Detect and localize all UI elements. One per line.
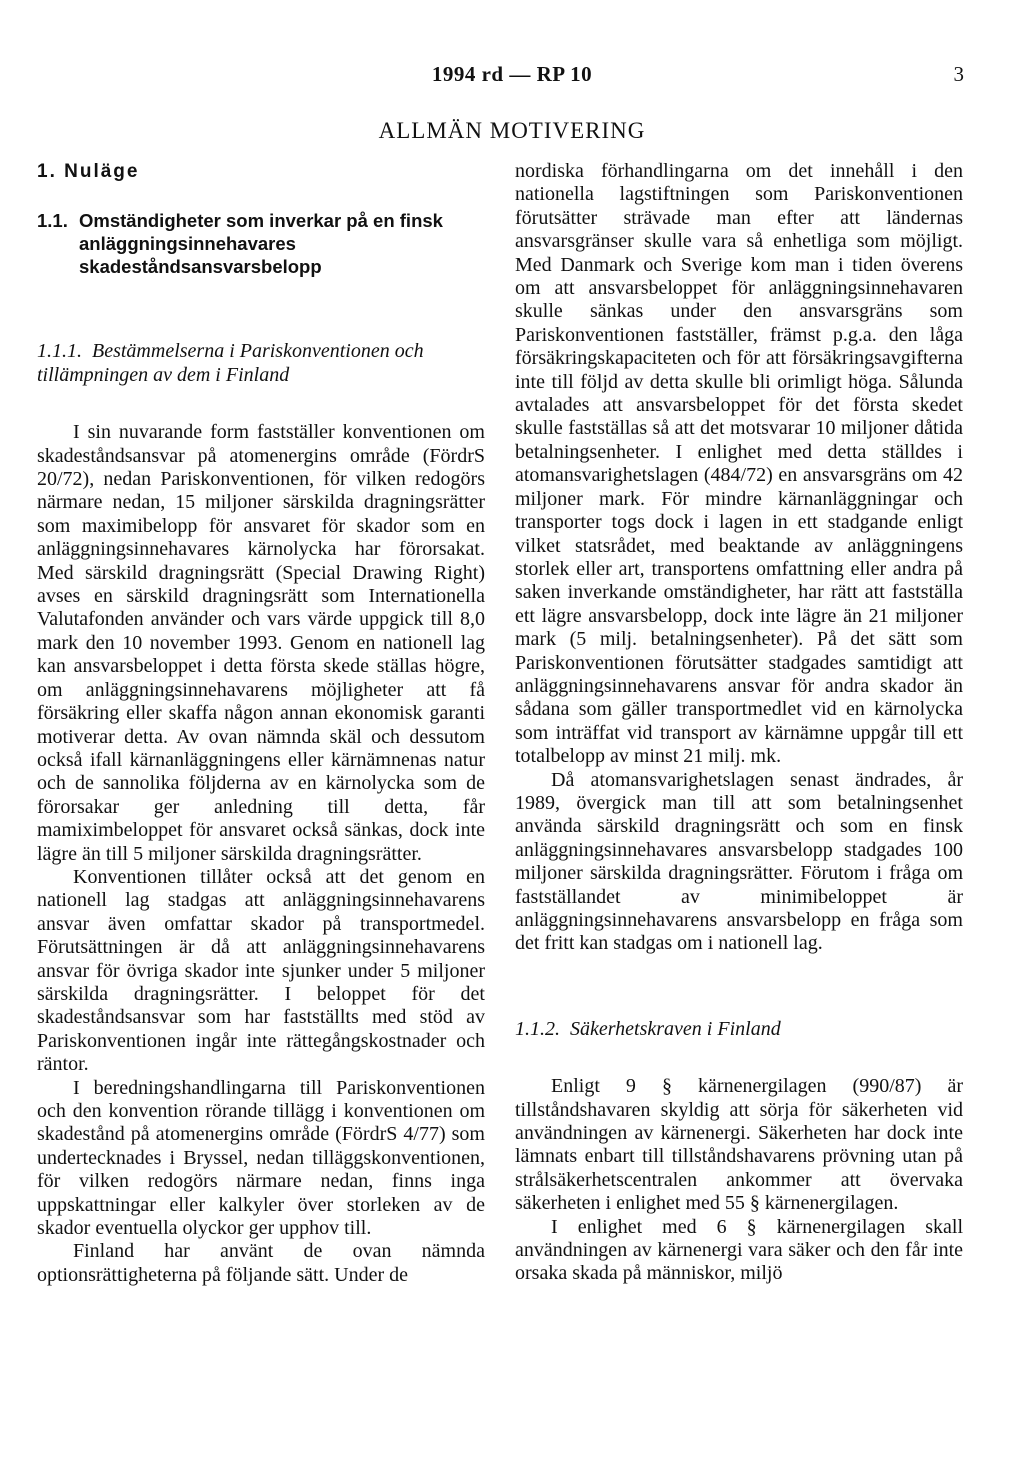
heading-nulage: 1. Nuläge — [37, 161, 140, 182]
left-column — [37, 160, 485, 1287]
paragraph: Enligt 9 § kärnenergilagen (990/87) är tillståndshavaren skyldig att sörja för säkerheten vid användningen av kärnenergi. Säkerheten har dock inte lämnats enbart till tillståndshavarens prövning utan på strålsäkerhetscentralen ankommer att övervaka säkerheten i enlighet med 55 § kärnenergilagen. — [515, 1075, 963, 1215]
heading-1-1-number: 1.1. — [37, 210, 68, 232]
paragraph: Finland har använt de ovan nämnda optionsrättigheterna på följande sätt. Under de — [37, 1240, 485, 1286]
right-column — [515, 160, 963, 1286]
running-head: 1994 rd — RP 10 — [431, 62, 593, 86]
section-title: ALLMÄN MOTIVERING — [378, 118, 646, 143]
heading-1-1-1-text: Bestämmelserna i Pariskonventionen och tillämpningen av dem i Finland — [37, 340, 424, 386]
paragraph: Då atomansvarighetslagen senast ändrades, år 1989, övergick man till att som betalningsenhet använda särskild dragningsrätt och som en finsk anläggningsinnehavares ansvarsbelopp stadgades 100 miljoner särskilda dragningsrätter. Förutom i fråga om fastställandet av minimibeloppet är anläggningsinnehavarens ansvarsbelopp en fråga som det fritt kan stadgas om i nationell lag. — [515, 768, 963, 955]
heading-1-1-2-text: Säkerhetskraven i Finland — [570, 1017, 781, 1040]
page-number: 3 — [953, 62, 964, 86]
heading-1-1-1-number: 1.1.1. — [37, 340, 82, 363]
paragraph: Konventionen tillåter också att det genom en nationell lag stadgas att anläggningsinnehavarens ansvar även omfattar skador på transportmedel. Förutsättningen är då att anläggningsinnehavarens ansvar för övriga skador inte sjunker under 5 miljoner särskilda dragningsrätter. I beloppet för det skadeståndsansvar som har fastställts med stöd av Pariskonventionen ingår inte rättegångskostnader och räntor. — [37, 865, 485, 1076]
heading-1-1-2 — [515, 1018, 963, 1041]
heading-1-1-1 — [37, 340, 485, 387]
paragraph: I beredningshandlingarna till Pariskonventionen och den konvention rörande tillägg i konventionen om skadestånd på atomenergins område (FördrS 4/77) som undertecknades i Bryssel, nedan tilläggskonventionen, för vilken redogörs närmare nedan, finns inga uppskattningar eller kalkyler över storleken av de skador eventuella olyckor ger upphov till. — [37, 1076, 485, 1240]
heading-1-1-text: Omständigheter som inverkar på en finsk anläggningsinnehavares skadeståndsansvarsbelopp — [79, 210, 443, 278]
paragraph: nordiska förhandlingarna om det innehåll i den nationella lagstiftningen som Pariskonventionen förutsätter strävade man efter att ländernas ansvarsgränser skulle vara så enhetliga som möjligt. Med Danmark och Sverige kom man i tiden överens om att ansvarsbeloppet för anläggningsinnehavaren skulle sänkas under den ansvarsgräns som Pariskonventionen fastställer, främst p.g.a. den låga försäkringskapaciteten och för att försäkringsavgifterna inte till följd av detta skulle bli orimligt höga. Sålunda avtalades att ansvarsbeloppet för det första skedet skulle fastställas så att det motsvarar 10 miljoner dåtida betalningsenheter. I enlighet med detta ställdes i atomansvarighetslagen (484/72) en ansvarsgräns om 42 miljoner mark. För mindre kärnanläggningar och transporter togs dock i lagen in ett stadgande enligt vilket statsrådet, med beaktande av anläggningens storlek eller art, transportens omfattning eller andra på saken inverkande omständigheter, har rätt att fastställa ett lägre ansvarsbelopp, dock inte lägre än 21 miljoner mark (5 milj. betalningsenheter). På det sätt som Pariskonventionen förutsätter stadgades samtidigt att anläggningsinnehavarens ansvar för andra skador än sådana som gäller transportmedlet vid en kärnolycka som inträffat vid transport av kärnämne uppgår till ett totalbelopp av minst 21 milj. mk. — [515, 160, 963, 768]
paragraph: I enlighet med 6 § kärnenergilagen skall användningen av kärnenergi vara säker och den får inte orsaka skada på människor, miljö — [515, 1215, 963, 1285]
heading-1-1-2-number: 1.1.2. — [515, 1017, 560, 1040]
paragraph: I sin nuvarande form fastställer konventionen om skadeståndsansvar på atomenergins område (FördrS 20/72), nedan Pariskonventionen, för vilken redogörs närmare nedan, 15 miljoner särskilda dragningsrätter som maximibelopp för ansvaret för skador som en anläggningsinnehavares kärnolycka har förorsakat. Med särskild dragningsrätt (Special Drawing Right) avses en särskild dragningsrätt som Internationella Valutafonden använder och vars värde uppgick till 8,0 mark den 10 november 1993. Genom en nationell lag kan ansvarsbeloppet i detta första skede ställas högre, om anläggningsinnehavarens möjligheter att få försäkring eller skaffa någon annan ekonomisk garanti motiverar detta. Av ovan nämnda skäl och dessutom också ifall kärnanläggningens eller kärnämnenas natur och de sannolika följderna av en kärnolycka som de förorsakar ger anledning till detta, får mamiximbeloppet för ansvaret också sänkas, dock inte lägre än till 5 miljoner särskilda dragningsrätter. — [37, 421, 485, 865]
heading-1-1 — [37, 209, 485, 278]
